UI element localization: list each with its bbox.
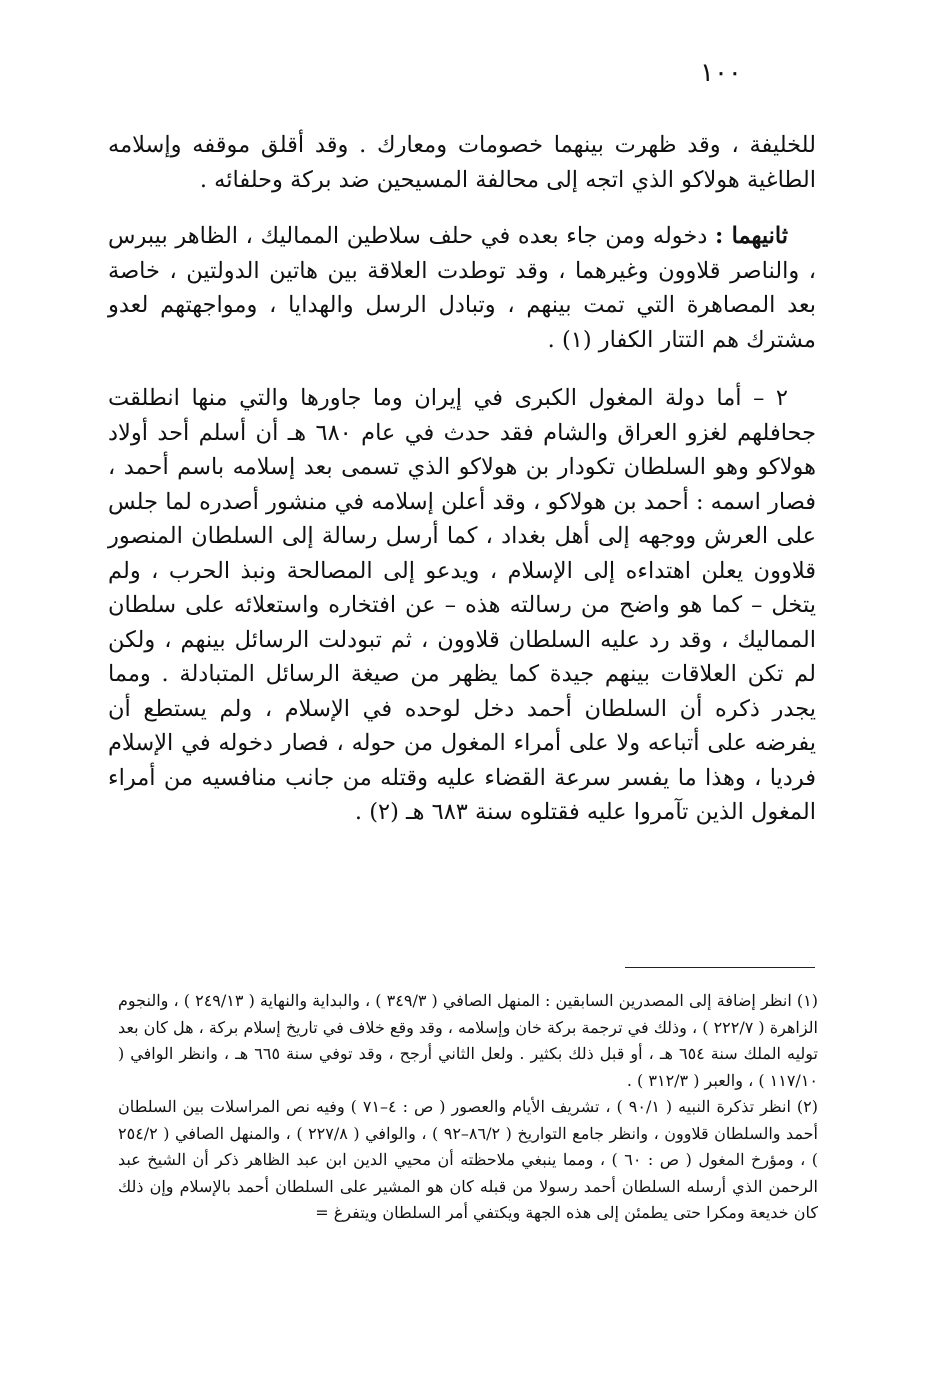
footnotes — [118, 988, 818, 1227]
paragraph-1: للخليفة ، وقد ظهرت بينهما خصومات ومعارك . وقد أقلق موقفه وإسلامه الطاغية هولاكو الذي اتجه إلى محالفة المسيحين ضد بركة وحلفائه . — [108, 132, 816, 193]
footnote-2: (٢) انظر تذكرة النبيه ( ٩٠/١ ) ، تشريف الأيام والعصور ( ص : ٤–٧١ ) وفيه نص المراسلات بين السلطان أحمد والسلطان قلاوون ، وانظر جامع التواريخ ( ٨٦/٢–٩٢ ) ، والوافي ( ٢٢٧/٨ ) ، والمنهل الصافي ( ٢٥٤/٢ ) ، ومؤرخ المغول ( ص : ٦٠ ) ، ومما ينبغي ملاحظته أن محيي الدين ابن عبد الظاهر ذكر أن الشيخ عبد الرحمن الذي أرسله السلطان أحمد رسولا من قبله كان هو المشير على السلطان أحمد بالإسلام وإن ذلك كان خديعة ومكرا حتى يطمئن إلى هذه الجهة ويكتفي أمر السلطان ويتفرغ = — [118, 1097, 819, 1222]
footnote-divider — [625, 967, 815, 968]
paragraph-2-body: دخوله ومن جاء بعده في حلف سلاطين المماليك ، الظاهر بيبرس ، والناصر قلاوون وغيرهما ، وقد توطدت العلاقة بين هاتين الدولتين ، خاصة بعد المصاهرة التي تمت بينهم ، وتبادل الرسل والهدايا ، ومواجهتهم لعدو مشترك هم التتار الكفار (١) . — [108, 223, 816, 353]
main-text — [108, 128, 816, 830]
paragraph-2 — [108, 219, 816, 357]
paragraph-3: ٢ – أما دولة المغول الكبرى في إيران وما جاورها والتي منها انطلقت جحافلهم لغزو العراق والشام فقد حدث في عام ٦٨٠ هـ أن أسلم أحد أولاد هولاكو وهو السلطان تكودار بن هولاكو الذي تسمى بعد إسلامه باسم أحمد ، فصار اسمه : أحمد بن هولاكو ، وقد أعلن إسلامه في منشور أصدره لما جلس على العرش ووجهه إلى أهل بغداد ، كما أرسل رسالة إلى السلطان المنصور قلاوون يعلن اهتداءه إلى الإسلام ، ويدعو إلى المصالحة ونبذ الحرب ، ولم يتخل – كما هو واضح من رسالته هذه – عن افتخاره واستعلائه على سلطان المماليك ، وقد رد عليه السلطان قلاوون ، ثم تبودلت الرسائل بينهم ، ولكن لم تكن العلاقات بينهم جيدة كما يظهر من صيغة الرسائل المتبادلة . ومما يجدر ذكره أن السلطان أحمد دخل لوحده في الإسلام ، ولم يستطع أن يفرضه على أتباعه ولا على أمراء المغول من حوله ، فصار دخوله في الإسلام فرديا ، وهذا ما يفسر سرعة القضاء عليه وقتله من جانب منافسيه من أمراء المغول الذين تآمروا عليه فقتلوه سنة ٦٨٣ هـ (٢) . — [108, 385, 816, 825]
footnote-1: (١) انظر إضافة إلى المصدرين السابقين : المنهل الصافي ( ٣٤٩/٣ ) ، والبداية والنهاية ( ٢٤٩/١٣ ) ، والنجوم الزاهرة ( ٢٢٢/٧ ) ، وذلك في ترجمة بركة خان وإسلامه ، وقد وقع خلاف في تاريخ إسلام بركة ، هل كان بعد توليه الملك سنة ٦٥٤ هـ ، أو قبل ذلك بكثير . ولعل الثاني أرجح ، وقد توفي سنة ٦٦٥ هـ ، وانظر الوافي ( ١١٧/١٠ ) ، والعبر ( ٣١٢/٣ ) . — [118, 991, 819, 1090]
page-number: ١٠٠ — [700, 58, 742, 88]
paragraph-2-lead: ثانيهما : — [714, 223, 788, 249]
